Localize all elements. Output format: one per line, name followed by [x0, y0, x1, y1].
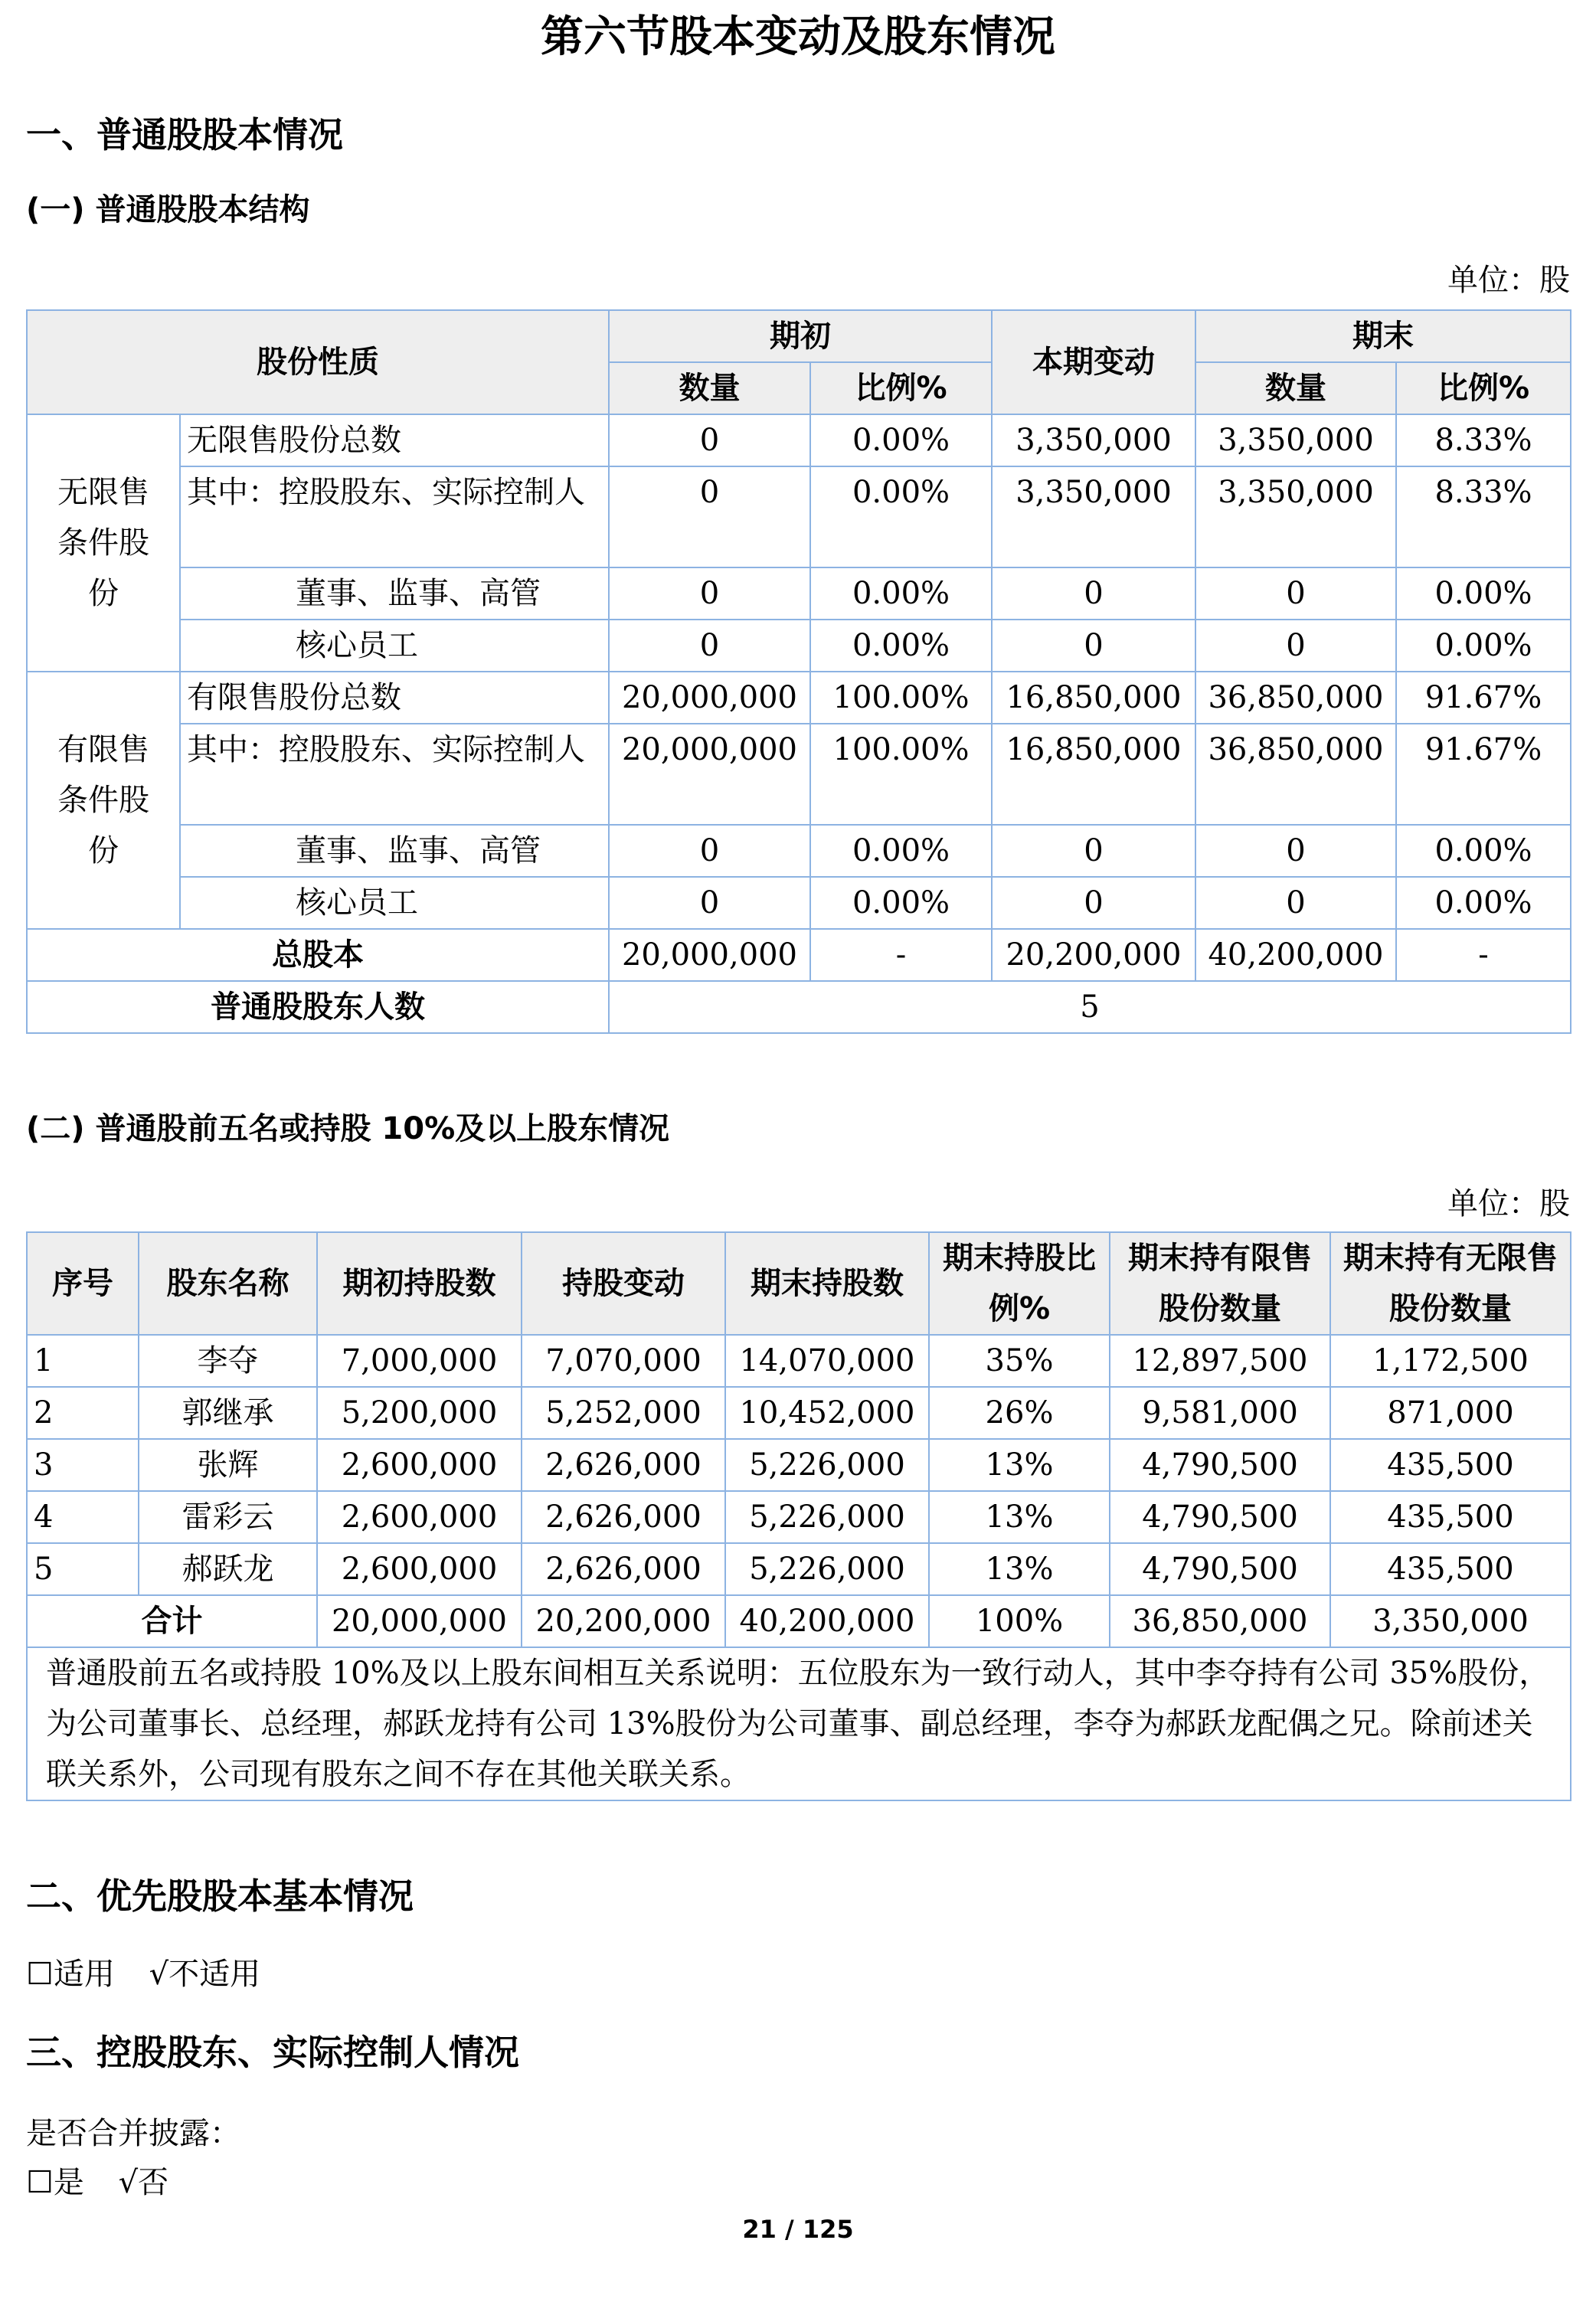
cell-index: 3	[27, 1439, 139, 1491]
row-label: 核心员工	[180, 620, 609, 672]
table-row	[27, 620, 1571, 672]
table-row	[27, 1439, 1571, 1491]
cell: 26%	[929, 1387, 1110, 1439]
merge-options	[26, 2161, 168, 2204]
cell-index: 5	[27, 1543, 139, 1595]
holders-row	[27, 981, 1571, 1033]
unit-label-2: 单位：股	[1447, 1186, 1570, 1221]
header-begin: 期初	[609, 310, 992, 362]
cell: 871,000	[1330, 1387, 1571, 1439]
cell: 16,850,000	[992, 672, 1195, 724]
row-label: 董事、监事、高管	[180, 567, 609, 620]
cell: 0.00%	[1396, 825, 1571, 877]
cell: 100.00%	[810, 724, 992, 825]
total-label: 总股本	[27, 929, 609, 981]
header-begin-ratio: 比例%	[810, 362, 992, 414]
header-row	[27, 1232, 1571, 1335]
cell: 1,172,500	[1330, 1335, 1571, 1387]
preferred-options	[26, 1953, 260, 1996]
cell: 40,200,000	[1195, 929, 1396, 981]
cell: 3,350,000	[992, 466, 1195, 567]
table-row	[27, 414, 1571, 466]
page-title: 第六节股本变动及股东情况	[541, 12, 1055, 62]
cell: 435,500	[1330, 1543, 1571, 1595]
header-change: 本期变动	[992, 310, 1195, 414]
table-row	[27, 672, 1571, 724]
cell: 20,200,000	[992, 929, 1195, 981]
cell: 7,000,000	[317, 1335, 522, 1387]
cell: 8.33%	[1396, 466, 1571, 567]
cell: 3,350,000	[1195, 414, 1396, 466]
cell: 20,000,000	[609, 672, 810, 724]
cell-name: 雷彩云	[139, 1491, 317, 1543]
cell: 16,850,000	[992, 724, 1195, 825]
row-label: 董事、监事、高管	[180, 825, 609, 877]
cell: 20,000,000	[609, 929, 810, 981]
cell: 0	[1195, 877, 1396, 929]
table-row	[27, 1543, 1571, 1595]
header-end-qty: 数量	[1195, 362, 1396, 414]
cell-name: 李夺	[139, 1335, 317, 1387]
option-not-applicable: √不适用	[149, 1957, 261, 1992]
cell: 20,000,000	[609, 724, 810, 825]
cell: 20,000,000	[317, 1595, 522, 1647]
cell: 100%	[929, 1595, 1110, 1647]
header-end-ratio: 期末持股比例%	[929, 1232, 1110, 1335]
cell-index: 1	[27, 1335, 139, 1387]
share-structure-table	[26, 309, 1571, 1034]
cell: 435,500	[1330, 1491, 1571, 1543]
header-nature: 股份性质	[27, 310, 609, 414]
cell: 0.00%	[810, 620, 992, 672]
cell: 4,790,500	[1110, 1543, 1330, 1595]
cell-index: 2	[27, 1387, 139, 1439]
cell-name: 郝跃龙	[139, 1543, 317, 1595]
cell: 0.00%	[1396, 877, 1571, 929]
relationship-note: 普通股前五名或持股 10%及以上股东间相互关系说明：五位股东为一致行动人，其中李夺持有公司 35%股份，为公司董事长、总经理，郝跃龙持有公司 13%股份为公司董事、副总经理，李夺为郝跃龙配偶之兄。除前述关联关系外，公司现有股东之间不存在其他关联关系。	[27, 1647, 1571, 1800]
merge-question: 是否合并披露：	[26, 2116, 240, 2151]
row-label: 其中：控股股东、实际控制人	[180, 466, 609, 567]
cell: 2,626,000	[522, 1491, 725, 1543]
cell: 5,252,000	[522, 1387, 725, 1439]
section-1-heading: 一、普通股股本情况	[26, 114, 343, 155]
cell: 3,350,000	[1330, 1595, 1571, 1647]
cell: 0	[992, 825, 1195, 877]
cell: 5,226,000	[725, 1439, 929, 1491]
cell: 0	[1195, 620, 1396, 672]
cell: 13%	[929, 1439, 1110, 1491]
cell: 3,350,000	[1195, 466, 1396, 567]
header-begin-qty: 数量	[609, 362, 810, 414]
total-row	[27, 929, 1571, 981]
cell: 36,850,000	[1195, 724, 1396, 825]
cell: 0.00%	[810, 466, 992, 567]
cell: 10,452,000	[725, 1387, 929, 1439]
total-label: 合计	[27, 1595, 317, 1647]
cell: 4,790,500	[1110, 1439, 1330, 1491]
cell: 0.00%	[1396, 567, 1571, 620]
cell: 91.67%	[1396, 672, 1571, 724]
cell: 0.00%	[1396, 620, 1571, 672]
cell: 5,200,000	[317, 1387, 522, 1439]
table-row	[27, 825, 1571, 877]
cell: 35%	[929, 1335, 1110, 1387]
cell: 5,226,000	[725, 1491, 929, 1543]
group-unrestricted: 无限售条件股份	[27, 414, 180, 672]
cell: -	[1396, 929, 1571, 981]
cell: 0	[992, 620, 1195, 672]
cell: 13%	[929, 1543, 1110, 1595]
cell: 0	[609, 567, 810, 620]
cell: -	[810, 929, 992, 981]
row-label: 无限售股份总数	[180, 414, 609, 466]
cell: 2,626,000	[522, 1543, 725, 1595]
header-unrestricted: 期末持有无限售股份数量	[1330, 1232, 1571, 1335]
header-restricted: 期末持有限售股份数量	[1110, 1232, 1330, 1335]
cell: 0	[609, 620, 810, 672]
cell: 0	[609, 825, 810, 877]
header-end: 期末	[1195, 310, 1571, 362]
cell-name: 郭继承	[139, 1387, 317, 1439]
cell: 8.33%	[1396, 414, 1571, 466]
cell: 36,850,000	[1110, 1595, 1330, 1647]
cell: 2,600,000	[317, 1543, 522, 1595]
section-2-heading: 二、优先股股本基本情况	[26, 1875, 414, 1917]
cell: 7,070,000	[522, 1335, 725, 1387]
table-row	[27, 1491, 1571, 1543]
row-label: 有限售股份总数	[180, 672, 609, 724]
header-change: 持股变动	[522, 1232, 725, 1335]
cell: 36,850,000	[1195, 672, 1396, 724]
subsection-1-heading: (一) 普通股股本结构	[26, 192, 310, 227]
top-shareholders-table	[26, 1231, 1571, 1801]
holders-count: 5	[609, 981, 1571, 1033]
cell: 9,581,000	[1110, 1387, 1330, 1439]
header-name: 股东名称	[139, 1232, 317, 1335]
table-row	[27, 567, 1571, 620]
header-end-shares: 期末持股数	[725, 1232, 929, 1335]
cell: 0	[1195, 567, 1396, 620]
table-row	[27, 877, 1571, 929]
cell: 3,350,000	[992, 414, 1195, 466]
cell: 0.00%	[810, 414, 992, 466]
table-row	[27, 1387, 1571, 1439]
table-row	[27, 466, 1571, 567]
unit-label-1: 单位：股	[1447, 263, 1570, 298]
page	[26, 0, 1570, 2200]
header-begin-shares: 期初持股数	[317, 1232, 522, 1335]
cell: 435,500	[1330, 1439, 1571, 1491]
cell-index: 4	[27, 1491, 139, 1543]
cell: 91.67%	[1396, 724, 1571, 825]
cell: 12,897,500	[1110, 1335, 1330, 1387]
option-no: √否	[118, 2165, 169, 2200]
cell: 2,600,000	[317, 1439, 522, 1491]
cell: 14,070,000	[725, 1335, 929, 1387]
section-3-heading: 三、控股股东、实际控制人情况	[26, 2032, 519, 2073]
cell: 0	[992, 567, 1195, 620]
cell: 40,200,000	[725, 1595, 929, 1647]
holders-label: 普通股股东人数	[27, 981, 609, 1033]
cell: 0	[1195, 825, 1396, 877]
cell: 0.00%	[810, 567, 992, 620]
cell: 0.00%	[810, 877, 992, 929]
table-row	[27, 724, 1571, 825]
cell: 100.00%	[810, 672, 992, 724]
cell: 0	[609, 414, 810, 466]
cell: 0.00%	[810, 825, 992, 877]
group-restricted: 有限售条件股份	[27, 672, 180, 929]
cell: 0	[609, 466, 810, 567]
cell: 5,226,000	[725, 1543, 929, 1595]
row-label: 核心员工	[180, 877, 609, 929]
page-number: 21 / 125	[742, 2215, 854, 2244]
note-row	[27, 1647, 1571, 1800]
table-row	[27, 1335, 1571, 1387]
row-label: 其中：控股股东、实际控制人	[180, 724, 609, 825]
option-yes: ☐是	[26, 2165, 84, 2200]
header-end-ratio: 比例%	[1396, 362, 1571, 414]
total-row	[27, 1595, 1571, 1647]
header-index: 序号	[27, 1232, 139, 1335]
subsection-2-heading: (二) 普通股前五名或持股 10%及以上股东情况	[26, 1111, 670, 1146]
cell: 2,600,000	[317, 1491, 522, 1543]
cell: 4,790,500	[1110, 1491, 1330, 1543]
cell: 20,200,000	[522, 1595, 725, 1647]
cell: 13%	[929, 1491, 1110, 1543]
cell-name: 张辉	[139, 1439, 317, 1491]
cell: 2,626,000	[522, 1439, 725, 1491]
cell: 0	[992, 877, 1195, 929]
cell: 0	[609, 877, 810, 929]
option-applicable: ☐适用	[26, 1957, 115, 1992]
